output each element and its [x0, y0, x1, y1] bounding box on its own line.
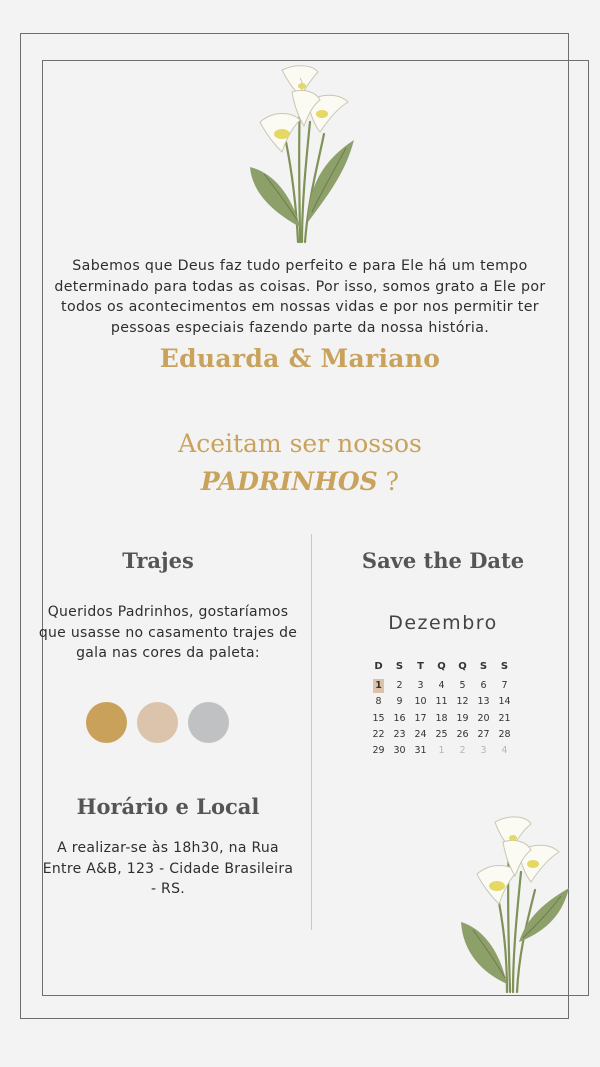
calendar-week [368, 678, 516, 694]
trajes-text: Queridos Padrinhos, gostaríamos que usasse no casamento trajes de gala nas cores da paleta: [38, 604, 298, 661]
calendar-day: 18 [435, 712, 448, 724]
calendar-day: 9 [396, 696, 403, 708]
calendar-day: 24 [414, 729, 427, 741]
calendar-day: 3 [417, 680, 424, 692]
calendar-day: 26 [456, 729, 469, 741]
calendar-day: 31 [414, 745, 427, 757]
calendar-day: 15 [372, 712, 385, 724]
calendar-day: 25 [435, 729, 448, 741]
trajes-heading: Trajes [122, 548, 194, 573]
calendar-day: 21 [498, 712, 511, 724]
calendar-day: 7 [501, 680, 508, 692]
weekday: Q [458, 661, 467, 672]
calendar-day: 22 [372, 729, 385, 741]
save-the-date-heading: Save the Date [361, 548, 525, 573]
calla-lily-bouquet-icon [242, 62, 360, 247]
calendar-day: 20 [477, 712, 490, 724]
calendar-day: 13 [477, 696, 490, 708]
palette-swatch-nude [137, 702, 178, 743]
highlighted-day: 1 [373, 679, 384, 693]
palette-swatch-silver [188, 702, 229, 743]
weekday: S [479, 661, 488, 672]
calendar-day: 16 [393, 712, 406, 724]
weekday: S [395, 661, 404, 672]
calendar-weekdays [368, 656, 516, 678]
calendar-day: 4 [438, 680, 445, 692]
calendar-week [368, 711, 516, 727]
couple-names: Eduarda & Mariano [159, 344, 441, 373]
weekday: T [417, 661, 424, 672]
calendar-day: 10 [414, 696, 427, 708]
calendar-month: Dezembro [388, 612, 498, 634]
calendar-day: 5 [459, 680, 466, 692]
calendar-week [368, 727, 516, 743]
calendar-day-next-month: 1 [438, 745, 445, 757]
calendar-day: 30 [393, 745, 406, 757]
calendar-day: 6 [480, 680, 487, 692]
calendar-day: 17 [414, 712, 427, 724]
horario-heading: Horário e Local [76, 794, 260, 819]
question-emphasis: PADRINHOS [200, 467, 378, 496]
calendar-week [368, 694, 516, 710]
calendar-day: 11 [435, 696, 448, 708]
column-divider [311, 534, 312, 930]
calendar-day: 19 [456, 712, 469, 724]
calendar-day: 12 [456, 696, 469, 708]
calendar-day: 2 [396, 680, 403, 692]
calendar-day-highlighted [368, 679, 389, 693]
weekday: Q [437, 661, 446, 672]
palette-swatch-gold [86, 702, 127, 743]
calendar-day: 27 [477, 729, 490, 741]
question-mark: ? [377, 467, 400, 496]
horario-text: A realizar-se às 18h30, na Rua Entre A&B, 123 - Cidade Brasileira - RS. [42, 840, 294, 897]
padrinhos-question [0, 425, 600, 501]
question-line: Aceitam ser nossos [178, 429, 422, 458]
calendar-week [368, 743, 516, 759]
calendar-day: 8 [375, 696, 382, 708]
calendar-day-next-month: 2 [459, 745, 466, 757]
calendar-day: 14 [498, 696, 511, 708]
calendar-day-next-month: 4 [501, 745, 508, 757]
weekday: S [500, 661, 509, 672]
calendar [368, 656, 516, 759]
calendar-day: 23 [393, 729, 406, 741]
calla-lily-bouquet-icon [457, 812, 571, 995]
calendar-day-next-month: 3 [480, 745, 487, 757]
calendar-day: 29 [372, 745, 385, 757]
intro-text: Sabemos que Deus faz tudo perfeito e para Ele há um tempo determinado para todas as coisas. Por isso, somos grato a Ele por todos os acontecimentos em nossas vidas e por nos permitir ter pessoas especiais fazendo parte da nossa história. [54, 258, 546, 336]
weekday: D [374, 661, 383, 672]
calendar-day: 28 [498, 729, 511, 741]
